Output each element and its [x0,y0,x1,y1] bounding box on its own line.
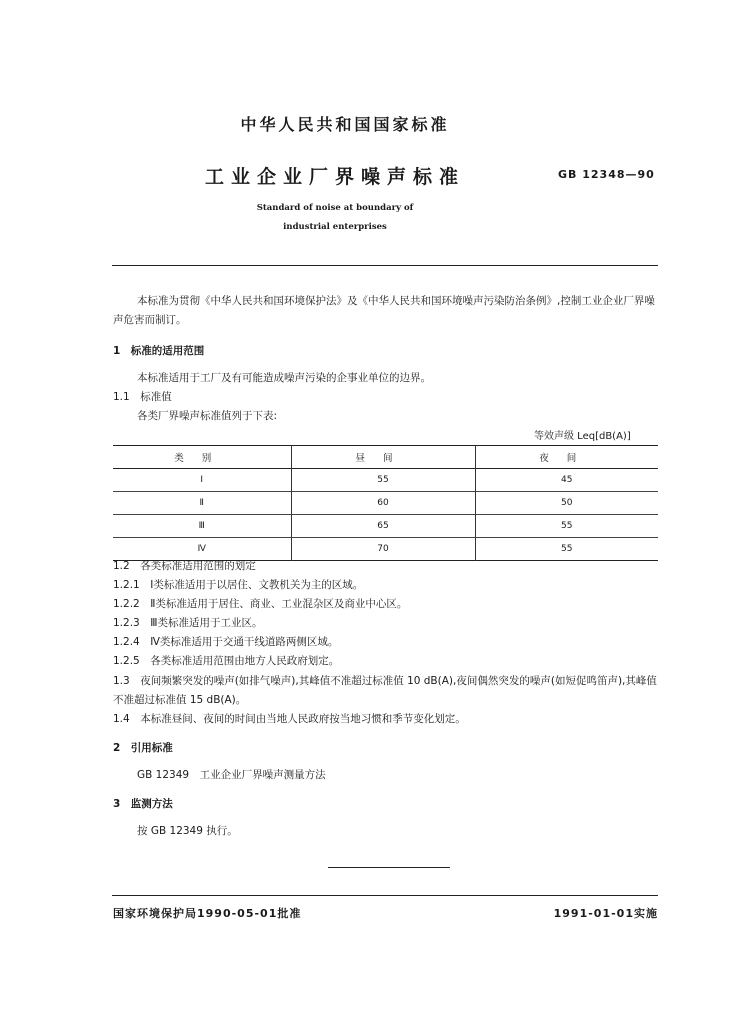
intro-paragraph: 本标准为贯彻《中华人民共和国环境保护法》及《中华人民共和国环境噪声污染防治条例》,控制工业企业厂界噪声危害而制订。 [113,295,655,326]
column-header-day: 昼间 [291,446,475,469]
night-value-cell: 55 [475,538,658,561]
document-title: 工业企业厂界噪声标准 [204,166,465,188]
section-1-1-heading: 1.1 标准值 [113,391,172,403]
approval-date: 国家环境保护局1990-05-01批准 [113,907,302,920]
category-cell: Ⅱ [199,498,204,508]
standard-number: GB 12348—90 [558,168,655,181]
section-3-text: 按 GB 12349 执行。 [137,825,238,837]
table-header-row [113,446,658,469]
day-value-cell: 65 [291,515,475,538]
day-value-cell: 70 [291,538,475,561]
category-cell: Ⅲ [198,521,205,531]
table-row [113,492,658,515]
section-1-1-text: 各类厂界噪声标准值列于下表: [137,410,278,422]
table-unit-label: 等效声级 Leq[dB(A)] [534,431,631,442]
clause-1-3: 1.3 夜间频繁突发的噪声(如排气噪声),其峰值不准超过标准值 10 dB(A),夜间偶然突发的噪声(如短促鸣笛声),其峰值不准超过标准值 15 dB(A)。 [113,675,657,706]
clause-1-2-1: 1.2.1 Ⅰ类标准适用于以居住、文教机关为主的区域。 [113,579,364,591]
day-value-cell: 60 [291,492,475,515]
category-cell: Ⅰ [200,475,204,485]
section-2-heading: 2 引用标准 [113,742,173,754]
noise-standard-table [113,445,658,561]
night-value-cell: 50 [475,492,658,515]
footer-divider [112,895,658,896]
clause-1-2-2: 1.2.2 Ⅱ类标准适用于居住、商业、工业混杂区及商业中心区。 [113,598,408,610]
clause-1-2-5: 1.2.5 各类标准适用范围由地方人民政府划定。 [113,655,340,667]
end-of-text-rule [328,867,450,868]
column-header-night: 夜间 [475,446,658,469]
section-1-text: 本标准适用于工厂及有可能造成噪声污染的企事业单位的边界。 [137,372,431,384]
clause-1-2: 1.2 各类标准适用范围的划定 [113,560,256,572]
clause-1-2-4: 1.2.4 Ⅳ类标准适用于交通干线道路两侧区域。 [113,636,339,648]
section-1-heading: 1 标准的适用范围 [113,345,205,357]
clause-1-4: 1.4 本标准昼间、夜间的时间由当地人民政府按当地习惯和季节变化划定。 [113,713,466,725]
category-cell: Ⅳ [197,544,206,554]
night-value-cell: 45 [475,469,658,492]
section-3-heading: 3 监测方法 [113,798,173,810]
header-divider [112,265,658,266]
table-row [113,469,658,492]
implementation-date: 1991-01-01实施 [553,907,658,920]
english-title-line1: Standard of noise at boundary of [256,203,414,213]
column-header-category: 类别 [174,453,230,464]
clause-1-2-3: 1.2.3 Ⅲ类标准适用于工业区。 [113,617,263,629]
english-title-line2: industrial enterprises [283,222,387,232]
section-2-text: GB 12349 工业企业厂界噪声测量方法 [137,769,326,781]
table-row [113,515,658,538]
national-standard-label: 中华人民共和国国家标准 [240,115,450,134]
day-value-cell: 55 [291,469,475,492]
night-value-cell: 55 [475,515,658,538]
